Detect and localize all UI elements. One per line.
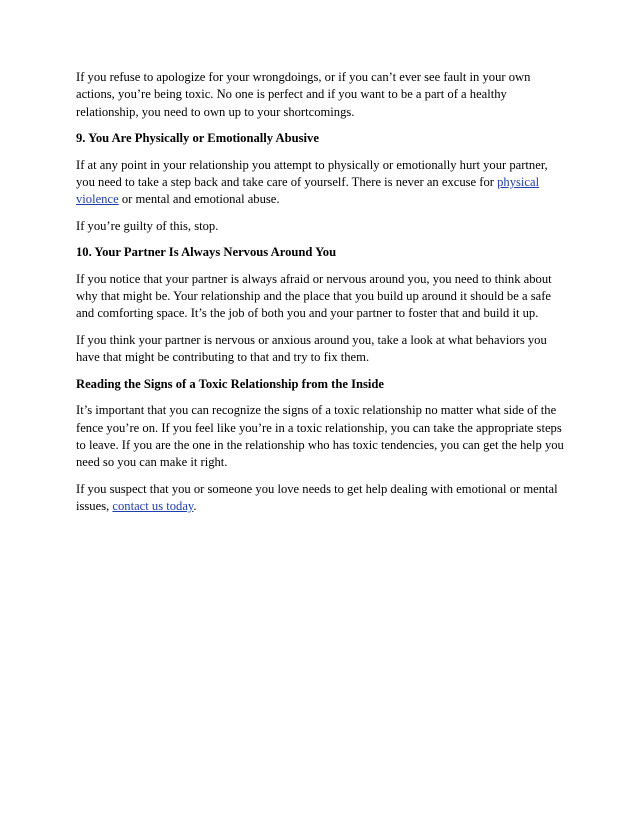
contact-us-link[interactable]: contact us today [112,499,194,514]
paragraph-abuse-text-end: or mental and emotional abuse. [118,192,280,207]
paragraph-contact-text-end: . [193,499,197,514]
heading-physically-emotionally-abusive: 9. You Are Physically or Emotionally Abusive [76,131,319,146]
paragraph-contact [76,481,568,516]
heading-reading-signs: Reading the Signs of a Toxic Relationship from the Inside [76,376,385,391]
paragraph-stop: If you’re guilty of this, stop. [76,218,219,233]
paragraph-recognize-signs: It’s important that you can recognize the signs of a toxic relationship no matter what side of the fence you’re on. If you feel like you’re in a toxic relationship, you can take the appropriate steps to leave. If you are the one in the relationship who has toxic tendencies, you can get the help you need so you can make it right. [76,403,564,470]
paragraph-behaviors: If you think your partner is nervous or anxious around you, take a look at what behaviors you have that might be contributing to that and try to fix them. [76,332,547,365]
paragraph-apologize: If you refuse to apologize for your wrongdoings, or if you can’t ever see fault in your own actions, you’re being toxic. No one is perfect and if you want to be a part of a healthy relationship, you need to own up to your shortcomings. [76,70,531,119]
paragraph-contact-text-start: If you suspect that you or someone you love needs to get help dealing with emotional or mental issues, [76,481,558,514]
physical-violence-link[interactable]: physical violence [76,175,540,207]
paragraph-abuse [76,157,568,209]
paragraph-abuse-text-start: If at any point in your relationship you attempt to physically or emotionally hurt your partner, you need to take a step back and take care of yourself. There is never an excuse for [76,157,548,190]
document-page [76,69,568,525]
heading-partner-nervous: 10. Your Partner Is Always Nervous Around You [76,245,337,260]
paragraph-partner-afraid: If you notice that your partner is always afraid or nervous around you, you need to think about why that might be. Your relationship and the place that you build up around it should be a safe and comforting space. It’s the job of both you and your partner to foster that and build it up. [76,271,552,321]
